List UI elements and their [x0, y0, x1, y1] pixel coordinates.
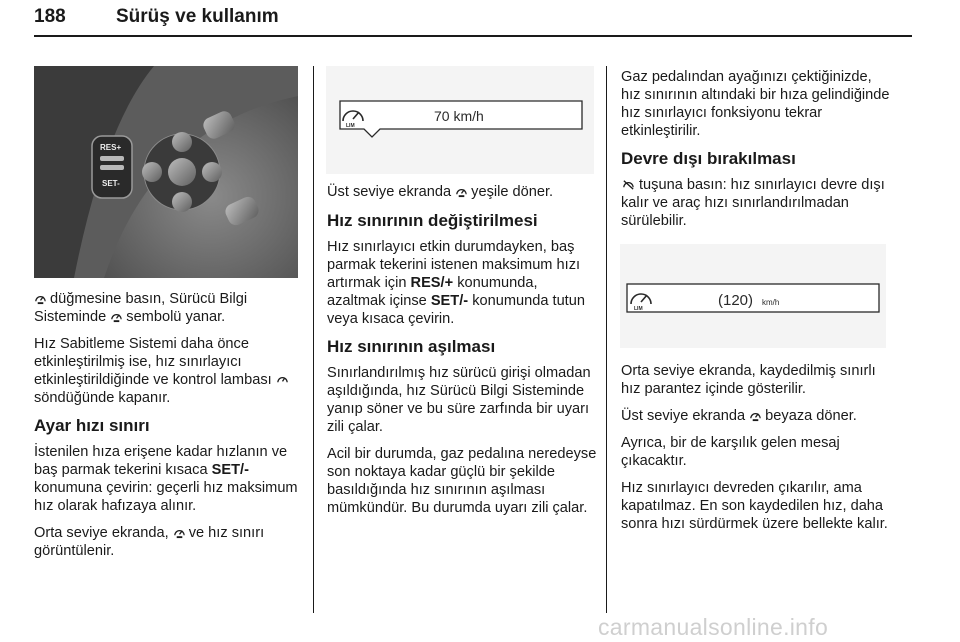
col2-heading-2: Hız sınırının aşılması	[327, 337, 496, 356]
set-minus-label: SET-	[102, 179, 120, 188]
col3-paragraph-1: Gaz pedalından ayağınızı çektiğinizde, hız sınırının altındaki bir hıza gelindiğinde hız sınırlayıcı fonksiyonu tekrar etkinleştirilir.	[621, 69, 890, 139]
column-3-bottom	[621, 362, 893, 542]
lim-label: LIM	[346, 123, 355, 129]
column-3-top	[621, 68, 893, 239]
display-stored-speed: (120)	[718, 292, 754, 309]
speed-limiter-off-icon	[621, 178, 636, 191]
col3-heading: Devre dışı bırakılması	[621, 149, 796, 168]
speed-limiter-icon	[34, 292, 47, 305]
column-1	[34, 290, 302, 569]
speed-limiter-icon	[110, 310, 123, 323]
col3-paragraph-6: Hız sınırlayıcı devreden çıkarılır, ama kapatılmaz. En son kaydedilen hız, daha sonra hızı sürdürmek üzere bellekte kalır.	[621, 480, 888, 532]
col2-paragraph-3: Sınırlandırılmış hız sürücü girişi olmadan aşıldığında, hız Sürücü Bilgi Sisteminde yanıp söner ve bu süre zarfında bir uyarı zili çalar.	[327, 365, 591, 435]
col3-paragraph-5: Ayrıca, bir de karşılık gelen mesaj çıkacaktır.	[621, 435, 840, 469]
col1-paragraph-1: düğmesine basın, Sürücü Bilgi Sisteminde sembolü yanar.	[34, 291, 248, 325]
display-speed-value: 70 km/h	[434, 108, 484, 124]
col1-paragraph-2: Hız Sabitleme Sistemi daha önce etkinleştirilmiş ise, hız sınırlayıcı etkinleştirildiğinde ve kontrol lambası söndüğünde kapanır.	[34, 335, 302, 407]
col1-paragraph-4: Orta seviye ekranda, ve hız sınırı görüntülenir.	[34, 525, 265, 559]
column-2	[327, 183, 597, 526]
speed-limiter-icon	[173, 526, 186, 539]
speed-limiter-icon	[749, 409, 762, 422]
header-rule	[34, 35, 912, 37]
display-speed-unit: km/h	[762, 298, 780, 307]
col2-paragraph-4: Acil bir durumda, gaz pedalına neredeyse son noktaya kadar güçlü bir şekilde basıldığında hız sınırının aşılması mümkündür. Bu durumda uyarı zili çalar.	[327, 446, 597, 516]
limiter-display-120	[620, 244, 886, 348]
limiter-display-70	[326, 66, 594, 174]
col2-paragraph-1: Üst seviye ekranda yeşile döner.	[327, 184, 554, 200]
col3-paragraph-4: Üst seviye ekranda beyaza döner.	[621, 408, 857, 424]
col2-heading-1: Hız sınırının değiştirilmesi	[327, 211, 538, 230]
res-plus-label: RES+	[100, 143, 122, 152]
page-title: Sürüş ve kullanım	[116, 6, 279, 27]
page-number: 188	[34, 6, 66, 27]
col1-heading: Ayar hızı sınırı	[34, 416, 150, 435]
column-divider-1	[313, 66, 314, 613]
watermark: carmanualsonline.info	[598, 614, 829, 640]
lim-label: LIM	[634, 306, 643, 312]
speed-limiter-icon	[455, 185, 468, 198]
col1-paragraph-3: İstenilen hıza erişene kadar hızlanın ve baş parmak tekerini kısaca SET/- konumuna çevirin: geçerli hız maksimum hız olarak hafızaya alınır.	[34, 444, 298, 514]
col2-paragraph-2: Hız sınırlayıcı etkin durumdayken, baş parmak tekerini istenen maksimum hızı artırmak için RES/+ konumunda, azaltmak içinse SET/- konumunda tutun veya kısaca çevirin.	[327, 239, 585, 327]
steering-wheel-controls-image	[34, 66, 298, 278]
col3-paragraph-3: Orta seviye ekranda, kaydedilmiş sınırlı hız parantez içinde gösterilir.	[621, 363, 876, 397]
column-divider-2	[606, 66, 607, 613]
col3-paragraph-2: tuşuna basın: hız sınırlayıcı devre dışı kalır ve araç hızı sınırlandırılmadan sürülebilir.	[621, 177, 885, 229]
cruise-control-lamp-icon	[276, 373, 289, 386]
